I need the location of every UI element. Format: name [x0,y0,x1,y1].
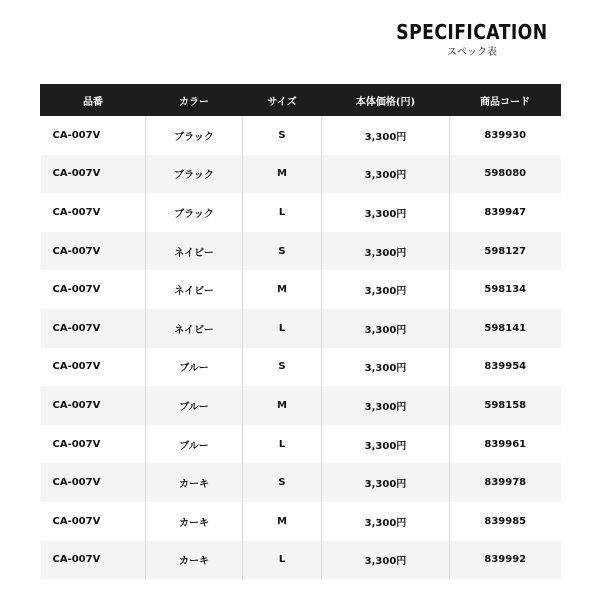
cell-size: S [243,463,322,502]
page-title: SPECIFICATION [396,20,548,44]
cell-size: M [243,155,322,194]
cell-size: M [243,502,322,541]
cell-price: 3,300円 [322,270,450,309]
cell-size: L [243,309,322,348]
cell-product-code: 839947 [450,193,561,232]
cell-product-code: 839985 [450,502,561,541]
cell-size: S [243,348,322,387]
cell-part-number: CA-007V [41,463,146,502]
table-row [41,155,561,194]
cell-size: M [243,386,322,425]
cell-color: ネイビー [146,270,243,309]
cell-size: S [243,116,322,155]
cell-product-code: 839930 [450,116,561,155]
column-header-price: 本体価格(円) [322,84,450,116]
cell-size: L [243,193,322,232]
cell-price: 3,300円 [322,425,450,464]
cell-price: 3,300円 [322,386,450,425]
cell-product-code: 839954 [450,348,561,387]
cell-color: ネイビー [146,232,243,271]
column-header-size: サイズ [243,84,322,116]
cell-price: 3,300円 [322,502,450,541]
cell-price: 3,300円 [322,193,450,232]
cell-size: L [243,425,322,464]
spec-heading [384,20,560,60]
table-row [41,386,561,425]
table-row [41,425,561,464]
cell-part-number: CA-007V [41,232,146,271]
cell-size: L [243,541,322,580]
cell-product-code: 598080 [450,155,561,194]
table-body [41,116,561,579]
cell-price: 3,300円 [322,348,450,387]
cell-part-number: CA-007V [41,270,146,309]
cell-color: ブルー [146,348,243,387]
cell-product-code: 598141 [450,309,561,348]
column-header-product-code: 商品コード [450,84,561,116]
cell-color: カーキ [146,541,243,580]
table-header-row [41,84,561,116]
spec-table [40,84,561,579]
table-row [41,309,561,348]
table-row [41,502,561,541]
cell-price: 3,300円 [322,155,450,194]
cell-product-code: 598127 [450,232,561,271]
cell-price: 3,300円 [322,541,450,580]
cell-part-number: CA-007V [41,193,146,232]
cell-part-number: CA-007V [41,348,146,387]
cell-part-number: CA-007V [41,155,146,194]
cell-color: カーキ [146,463,243,502]
cell-part-number: CA-007V [41,541,146,580]
page-subtitle: スペック表 [447,47,498,58]
cell-color: ネイビー [146,309,243,348]
cell-product-code: 598158 [450,386,561,425]
cell-part-number: CA-007V [41,309,146,348]
cell-price: 3,300円 [322,463,450,502]
cell-color: ブラック [146,116,243,155]
table-row [41,348,561,387]
cell-part-number: CA-007V [41,425,146,464]
table-row [41,116,561,155]
column-header-color: カラー [146,84,243,116]
cell-color: カーキ [146,502,243,541]
cell-price: 3,300円 [322,309,450,348]
table-row [41,463,561,502]
cell-size: S [243,232,322,271]
cell-product-code: 839978 [450,463,561,502]
cell-part-number: CA-007V [41,386,146,425]
column-header-part-number: 品番 [41,84,146,116]
cell-size: M [243,270,322,309]
cell-color: ブラック [146,155,243,194]
table-header [41,84,561,116]
cell-product-code: 839992 [450,541,561,580]
table-row [41,232,561,271]
cell-part-number: CA-007V [41,502,146,541]
cell-price: 3,300円 [322,116,450,155]
table-row [41,541,561,580]
table-row [41,270,561,309]
cell-color: ブルー [146,425,243,464]
cell-color: ブルー [146,386,243,425]
cell-product-code: 839961 [450,425,561,464]
cell-part-number: CA-007V [41,116,146,155]
cell-color: ブラック [146,193,243,232]
cell-product-code: 598134 [450,270,561,309]
table-row [41,193,561,232]
cell-price: 3,300円 [322,232,450,271]
